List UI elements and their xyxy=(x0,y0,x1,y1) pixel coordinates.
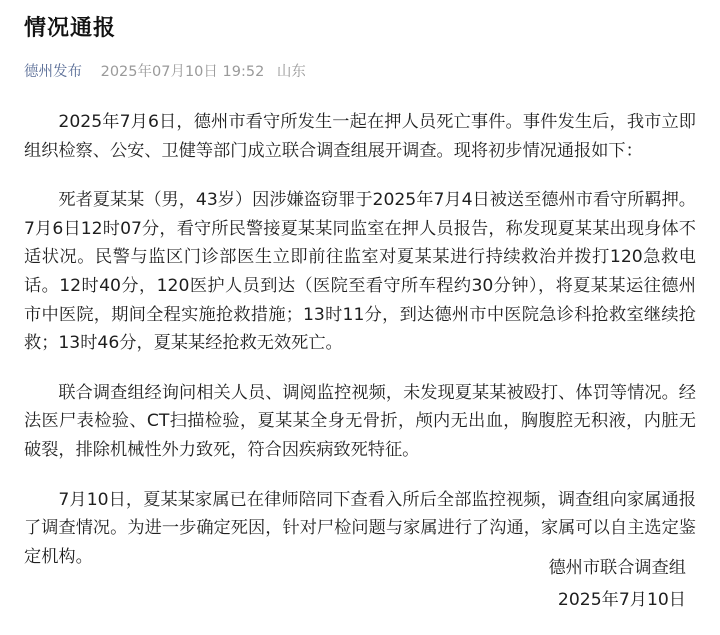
paragraph-intro: 2025年7月6日，德州市看守所发生一起在押人员死亡事件。事件发生后，我市立即组织检察、公安、卫健等部门成立联合调查组展开调查。现将初步情况通报如下： xyxy=(24,112,696,161)
signature-block xyxy=(548,552,686,616)
signature-org: 德州市联合调查组 xyxy=(548,558,686,578)
paragraph-family: 7月10日，夏某某家属已在律师陪同下查看入所后全部监控视频，调查组向家属通报了调查情况。为进一步确定死因，针对尸检问题与家属进行了沟通，家属可以自主选定鉴定机构。 xyxy=(24,489,696,567)
article-meta xyxy=(24,62,306,82)
article-title: 情况通报 xyxy=(24,16,117,41)
publish-location: 山东 xyxy=(276,64,306,80)
signature-date: 2025年7月10日 xyxy=(557,590,686,610)
paragraph-incident: 死者夏某某（男，43岁）因涉嫌盗窃罪于2025年7月4日被送至德州市看守所羁押。7月6日12时07分，看守所民警接夏某某同监室在押人员报告，称发现夏某某出现身体不适状况。民警与监区门诊部医生立即前往监室对夏某某进行持续救治并拨打120急救电话。12时40分，120医护人员到达（医院至看守所车程约30分钟），将夏某某运往德州市中医院，期间全程实施抢救措施；13时11分，到达德州市中医院急诊科抢救室继续抢救；13时46分，夏某某经抢救无效死亡。 xyxy=(24,190,696,354)
article-body xyxy=(24,108,696,592)
publish-time: 2025年07月10日 19:52 xyxy=(100,64,265,80)
source-account-link[interactable]: 德州发布 xyxy=(24,64,82,80)
paragraph-investigation: 联合调查组经询问相关人员、调阅监控视频，未发现夏某某被殴打、体罚等情况。经法医尸表检验、CT扫描检验，夏某某全身无骨折，颅内无出血，胸腹腔无积液，内脏无破裂，排除机械性外力致死，符合因疾病致死特征。 xyxy=(24,382,696,460)
